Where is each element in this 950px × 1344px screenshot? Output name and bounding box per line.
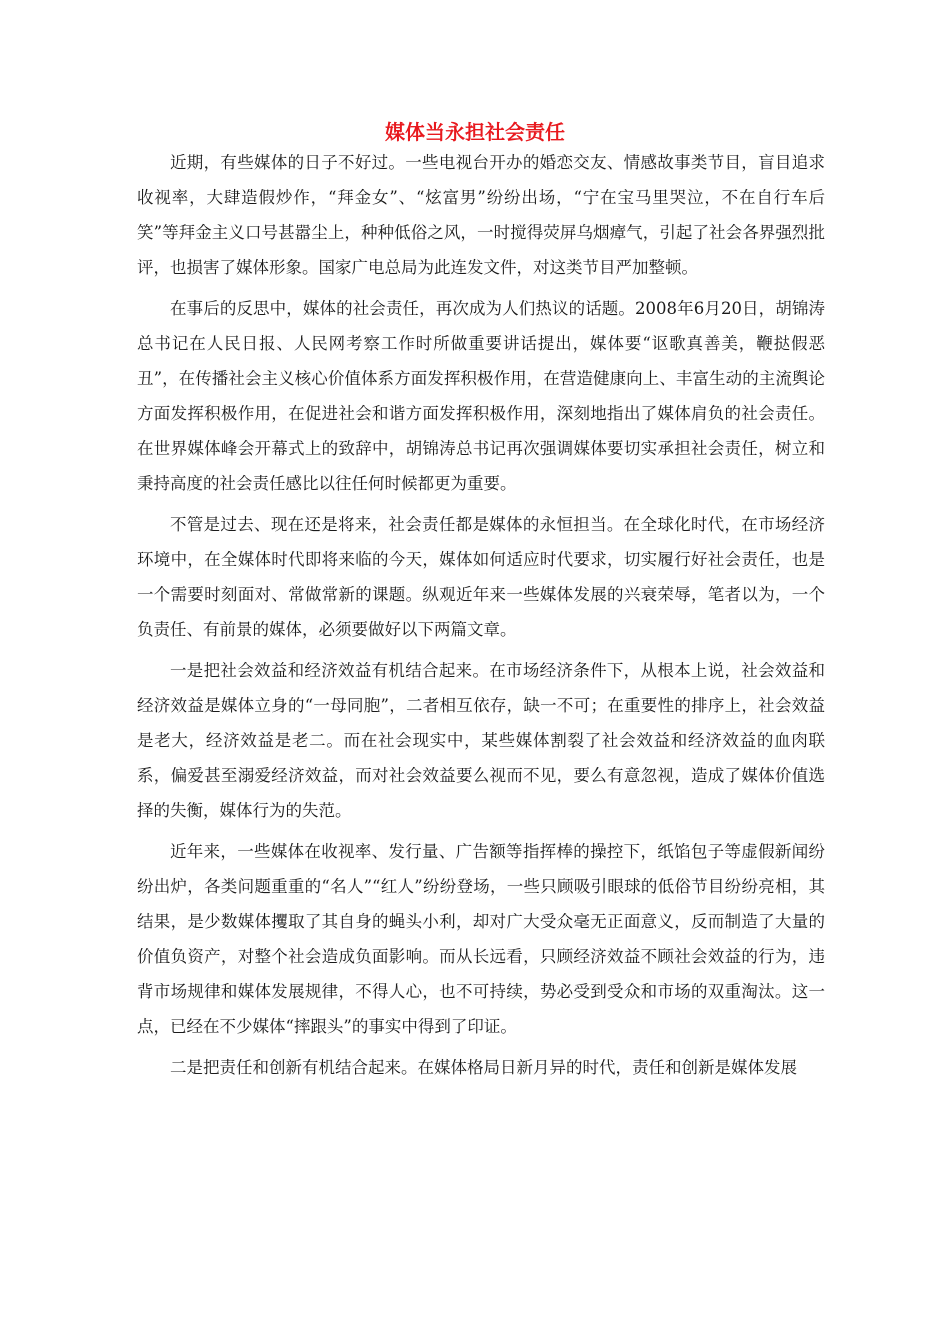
paragraph-3: 不管是过去、现在还是将来，社会责任都是媒体的永恒担当。在全球化时代，在市场经济环境中，在全媒体时代即将来临的今天，媒体如何适应时代要求，切实履行好社会责任，也是一个需要时刻面对、常做常新的课题。纵观近年来一些媒体发展的兴衰荣辱，笔者以为，一个负责任、有前景的媒体，必须要做好以下两篇文章。 bbox=[137, 515, 825, 639]
document-body bbox=[137, 145, 825, 1091]
paragraph-1: 近期，有些媒体的日子不好过。一些电视台开办的婚恋交友、情感故事类节目，盲目追求收视率，大肆造假炒作，“拜金女”、“炫富男”纷纷出场，“宁在宝马里哭泣，不在自行车后笑”等拜金主义口号甚嚣尘上，种种低俗之风，一时搅得荧屏乌烟瘴气，引起了社会各界强烈批评，也损害了媒体形象。国家广电总局为此连发文件，对这类节目严加整顿。 bbox=[137, 153, 825, 277]
paragraph-5: 近年来，一些媒体在收视率、发行量、广告额等指挥棒的操控下，纸馅包子等虚假新闻纷纷出炉，各类问题重重的“名人”“红人”纷纷登场，一些只顾吸引眼球的低俗节目纷纷亮相，其结果，是少数媒体攫取了其自身的蝇头小利，却对广大受众毫无正面意义，反而制造了大量的价值负资产，对整个社会造成负面影响。而从长远看，只顾经济效益不顾社会效益的行为，违背市场规律和媒体发展规律，不得人心，也不可持续，势必受到受众和市场的双重淘汰。这一点，已经在不少媒体“摔跟头”的事实中得到了印证。 bbox=[137, 842, 825, 1036]
paragraph-4: 一是把社会效益和经济效益有机结合起来。在市场经济条件下，从根本上说，社会效益和经济效益是媒体立身的“一母同胞”，二者相互依存，缺一不可；在重要性的排序上，社会效益是老大，经济效益是老二。而在社会现实中，某些媒体割裂了社会效益和经济效益的血肉联系，偏爱甚至溺爱经济效益，而对社会效益要么视而不见，要么有意忽视，造成了媒体价值选择的失衡，媒体行为的失范。 bbox=[137, 661, 825, 820]
paragraph-2: 在事后的反思中，媒体的社会责任，再次成为人们热议的话题。2008年6月20日，胡锦涛总书记在人民日报、人民网考察工作时所做重要讲话提出，媒体要“讴歌真善美，鞭挞假恶丑”，在传播社会主义核心价值体系方面发挥积极作用，在营造健康向上、丰富生动的主流舆论方面发挥积极作用，在促进社会和谐方面发挥积极作用，深刻地指出了媒体肩负的社会责任。在世界媒体峰会开幕式上的致辞中，胡锦涛总书记再次强调媒体要切实承担社会责任，树立和秉持高度的社会责任感比以往任何时候都更为重要。 bbox=[137, 299, 825, 493]
document-title: 媒体当永担社会责任 bbox=[385, 120, 565, 144]
paragraph-6: 二是把责任和创新有机结合起来。在媒体格局日新月异的时代，责任和创新是媒体发展 bbox=[170, 1058, 797, 1077]
